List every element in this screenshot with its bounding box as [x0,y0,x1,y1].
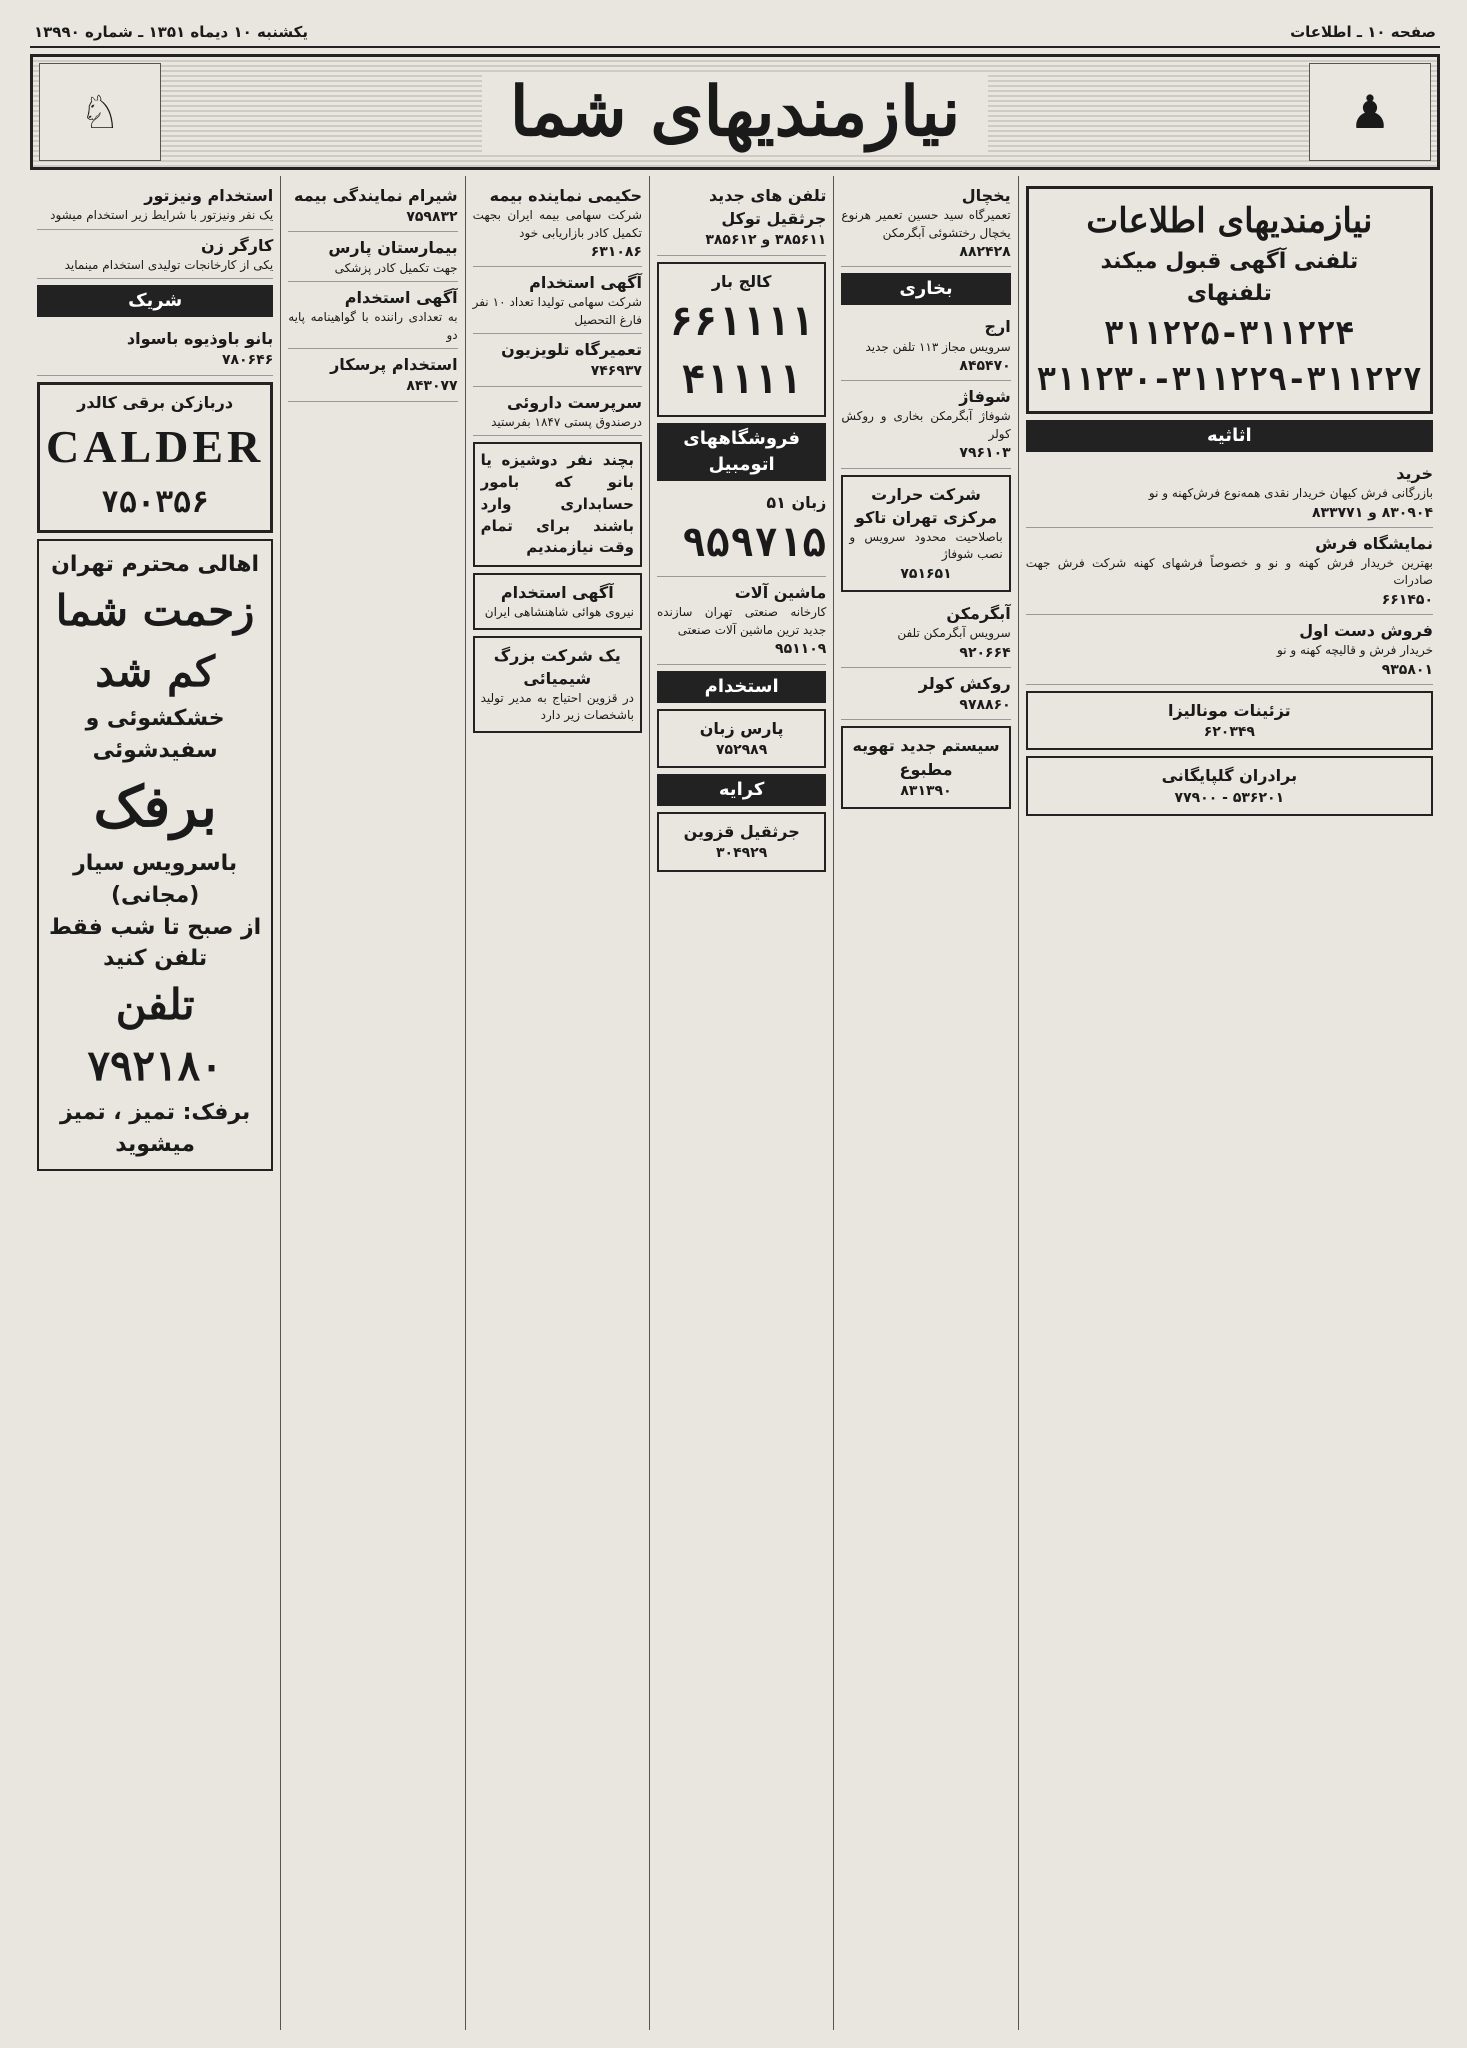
barfak-line1: اهالی محترم تهران [51,552,260,578]
ad-item [37,180,273,230]
ads-box-line2: تلفنهای [1186,281,1272,307]
ad-title: پارس زبان [699,718,784,738]
ad-phone: ۳۰۴۹۲۹ [716,845,768,862]
air-force-ad [473,573,642,630]
ad-phone: ۸۳۱۳۹۰ [900,782,952,799]
ad-title: شرکت حرارت مرکزی تهران تاکو [855,484,997,527]
ad-item [841,668,1010,720]
ad-phone: ۸۴۳۰۷۷ [406,378,458,395]
ad-phone: ۸۸۲۴۲۸ [959,243,1011,260]
ad-phone: ۷۵۲۹۸۹ [716,741,768,758]
column-5 [280,176,464,2030]
ad-text: در قزوین احتیاج به مدیر تولید باشخصات زیر دارد [480,691,634,723]
ad-item [1026,615,1433,685]
ads-box-phones2: ۳۱۱۲۳۰-۳۱۱۲۲۹-۳۱۱۲۲۷ [1036,360,1422,399]
banner [30,54,1440,170]
ad-box [841,475,1010,592]
calder-logo: CALDER [46,420,265,472]
ad-title: استخدام ونیزتور [144,186,274,205]
banner-title: نیازمندیهای شما [482,72,989,152]
ad-title: تعمیرگاه تلویزیون [501,340,642,360]
ad-text: باصلاحیت محدود سرویس و نصب شوفاژ [849,529,1003,562]
ad-phone: ۷۸۰۶۴۶ [221,352,274,369]
newspaper-page [30,18,1440,2030]
ad-box [657,262,826,417]
ad-text: به تعدادی راننده با گواهینامه پایه دو [288,310,458,342]
ad-title: آبگرمکن [946,603,1011,623]
column-1 [1018,176,1440,2030]
ad-title: روکش کولر [918,673,1011,693]
ad-title: بانو باوذیوه باسواد [126,329,274,349]
barfak-line6: از صبح تا شب فقط تلفن کنید [49,914,262,972]
ad-text: یک نفر ونیزتور با شرایط زیر استخدام میشود [50,208,274,223]
category-rent: کرایه [657,774,826,806]
hvac-ad [841,726,1010,809]
ad-item [657,577,826,664]
ads-box-line1: تلفنی آگهی قبول میکند [1100,249,1359,275]
ad-item [841,598,1010,668]
ad-box [657,812,826,871]
category-employment: استخدام [657,671,826,703]
barfak-line2: زحمت شما کم شد [55,586,255,696]
ad-item [1026,458,1433,528]
ad-text: تعمیرگاه سید حسین تعمیر هرنوع یخچال رختشوئی آبگرمکن [841,208,1011,240]
ad-phone: ۹۵۱۱۰۹ [775,641,827,658]
ad-text: سرویس مجاز ۱۱۳ تلفن جدید [865,339,1011,354]
calder-ad [37,382,273,533]
ad-text: شوفاژ آبگرمکن بخاری و روکش کولر [841,409,1011,441]
barfak-line3: خشکشوئی و سفیدشوئی [85,705,225,763]
ad-title: استخدام پرسکار [330,355,458,375]
barfak-ad [37,539,273,1171]
category-car-shops: فروشگاههای اتومبیل [657,423,826,481]
ad-phone: ۹۳۵۸۰۱ [1381,661,1433,678]
column-3 [649,176,833,2030]
ad-title: آگهی استخدام [344,288,458,308]
ad-item [657,487,826,577]
ad-title: سیستم جدید تهویه مطبوع [852,736,1000,779]
column-2 [833,176,1017,2030]
ad-text: نیروی هوائی شاهنشاهی ایران [484,605,634,620]
ad-phone: ۷۴۶۹۳۷ [590,363,642,380]
ad-text: شرکت سهامی بیمه ایران بجهت تکمیل کادر بازاریابی خود [472,208,642,240]
ad-title: بیمارستان پارس [328,238,458,258]
ad-text: خریدار فرش و قالیچه کهنه و نو [1277,643,1433,658]
golpaygani-ad [1026,756,1433,815]
ad-phone: ۸۳۰۹۰۴ و ۸۳۳۷۷۱ [1311,504,1433,521]
ad-item [37,323,273,375]
ad-phone: ۹۵۹۷۱۵ [681,520,827,567]
ad-title: زبان ۵۱ [766,493,827,513]
ad-text: شرکت سهامی تولیدا تعداد ۱۰ نفر فارغ التحصیل [472,295,642,327]
barfak-line4: برفک [93,773,217,840]
ad-item [288,180,457,232]
women-illustration-icon: ♘ [39,63,161,161]
ad-title: تلفن های جدید جرثقیل توکل [708,186,827,229]
ad-box [657,709,826,768]
ad-title: سرپرست داروئی [507,392,642,412]
ad-title: جرثقیل قزوین [683,822,800,842]
ad-title: آگهی استخدام [500,583,614,603]
ad-item [473,267,642,334]
accounting-ad [473,442,642,567]
ad-title: یک شرکت بزرگ شیمیائی [493,645,621,688]
ad-text: سرویس آبگرمکن تلفن [897,626,1011,641]
ad-text: درصندوق پستی ۱۸۴۷ بفرستید [491,414,642,429]
ad-title: کارگر زن [201,235,274,255]
ads-box-phones1: ۳۱۱۲۲۵-۳۱۱۲۲۴ [1104,314,1355,353]
ad-phone: ۹۲۰۶۶۴ [959,644,1011,661]
ad-phone: ۶۶۱۱۱۱ ۴۱۱۱۱ [669,298,814,403]
barfak-slogan: برفک: تمیز ، تمیز میشوید [59,1100,251,1157]
ad-phone: ۳۸۵۶۱۱ و ۳۸۵۶۱۲ [705,232,827,249]
columns [30,176,1440,2030]
ad-title: برادران گلپایگانی [1161,766,1298,786]
category-heater: بخاری [841,273,1010,305]
ad-title: فروش دست اول [1299,621,1433,641]
ad-item [841,311,1010,381]
ad-text: بهترین خریدار فرش کهنه و نو و خصوصاً فرشهای کهنه شرکت فرش جهت صادرات [1025,556,1433,588]
monalisa-ad [1026,691,1433,750]
ad-item [288,282,457,349]
ad-item [37,230,273,280]
ad-title: خرید [1396,463,1433,483]
ad-phone: ۶۶۱۴۵۰ [1381,591,1433,608]
top-line [30,18,1440,48]
ad-item [841,381,1010,468]
ad-item [288,349,457,401]
ad-title: ارج [984,317,1011,337]
family-illustration-icon: ♟ [1309,63,1431,161]
ad-phone: ۸۴۵۴۷۰ [959,357,1011,374]
ad-title: تزئینات مونالیزا [1168,700,1291,720]
ad-item [1026,528,1433,615]
ad-phone: ۶۳۱۰۸۶ [590,243,642,260]
ad-phone: ۶۲۰۳۴۹ [1203,724,1255,741]
barfak-line5: باسرویس سیار (مجانی) [73,850,238,908]
ad-item [473,334,642,386]
category-furniture: اثاثیه [1026,420,1433,452]
ad-text: جهت تکمیل کادر پزشکی [334,260,458,275]
ad-title: حکیمی نماینده بیمه [489,186,642,205]
barfak-phone: تلفن ۷۹۲۱۸۰ [87,980,223,1091]
ad-title: یخچال [961,186,1011,205]
date-issue: یکشنبه ۱۰ دیماه ۱۳۵۱ ـ شماره ۱۳۹۹۰ [34,23,308,41]
ad-title: آگهی استخدام [529,273,642,293]
category-partner: شریک [37,285,273,317]
ad-text: کارخانه صنعتی تهران سازنده جدید ترین ماشین آلات صنعتی [656,605,827,637]
ad-title: ماشین آلات [734,583,827,603]
ad-phone: ۵۳۶۲۰۱ - ۷۷۹۰۰ [1174,789,1285,806]
ad-item [288,232,457,282]
chemical-company-ad [473,636,642,733]
ad-phone: ۷۵۱۶۵۱ [900,565,952,582]
ad-text: یکی از کارخانجات تولیدی استخدام مینماید [64,257,274,272]
ad-item [473,387,642,437]
ad-title: شوفاژ [959,387,1011,407]
column-4 [465,176,649,2030]
ad-title: کالج بار [711,271,772,291]
ad-title: شیرام نمایندگی بیمه [294,186,458,205]
ad-item [473,180,642,267]
ad-phone: ۷۹۶۱۰۳ [959,445,1011,462]
ad-text: بچند نفر دوشیزه یا بانو که بامور حسابداری وارد باشند برای تمام وقت نیازمندیم [480,451,634,557]
ad-item [657,180,826,256]
column-6 [30,176,280,2030]
ad-item [841,180,1010,267]
ad-text: بازرگانی فرش کیهان خریدار نقدی همه‌نوع فرش‌کهنه و نو [1148,486,1433,501]
ads-phone-box [1026,186,1433,414]
calder-phone: ۷۵۰۳۵۶ [100,484,210,520]
ad-phone: ۷۵۹۸۳۲ [406,209,458,226]
page-label: صفحه ۱۰ ـ اطلاعات [1290,23,1436,41]
ad-title: نمایشگاه فرش [1315,533,1433,553]
ads-box-title: نیازمندیهای اطلاعات [1086,201,1373,241]
ad-phone: ۹۷۸۸۶۰ [959,697,1011,714]
calder-fa: دربازکن برقی کالدر [77,392,234,412]
